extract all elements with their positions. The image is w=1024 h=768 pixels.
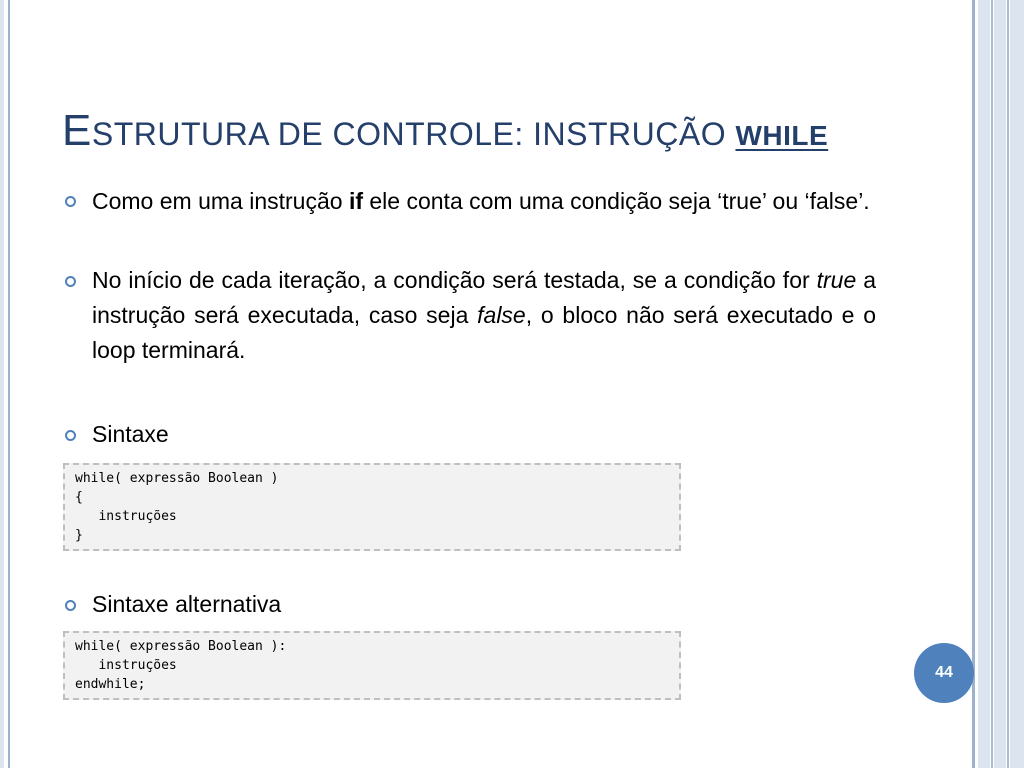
code-block-while-alt (63, 631, 681, 700)
bullet-italic-false: false (477, 302, 526, 328)
stripe (991, 0, 993, 768)
bullet-iteration (92, 263, 876, 368)
code-line: endwhile; (75, 677, 146, 692)
bullet-text: ele conta com uma condição seja ‘true’ ou ‘false’. (363, 188, 870, 214)
stripe (994, 0, 1006, 768)
bullet-circle-icon (65, 430, 76, 441)
code-line: while( expressão Boolean ) (75, 471, 279, 486)
bullet-text: Sintaxe alternativa (92, 591, 282, 617)
title-initial: E (62, 106, 92, 155)
code-line: while( expressão Boolean ): (75, 639, 287, 654)
bullet-circle-icon (65, 196, 76, 207)
bullet-sintaxe (92, 417, 876, 452)
bullet-circle-icon (65, 600, 76, 611)
code-line: instruções (75, 658, 177, 673)
bullet-sintaxe-alternativa (92, 587, 876, 622)
title-rest: STRUTURA DE CONTROLE (91, 116, 515, 152)
left-border-band (0, 0, 4, 768)
bullet-text: a instrução será executada, caso seja (92, 267, 876, 328)
bullet-text: Como em uma instrução (92, 188, 349, 214)
page-number-badge (914, 643, 974, 703)
code-line: } (75, 528, 83, 543)
title-word-instrucao: INSTRUÇÃO (533, 116, 727, 152)
bullet-if-condition (92, 184, 876, 219)
title-colon: : (514, 116, 534, 152)
stripe (972, 0, 975, 768)
code-line: instruções (75, 509, 177, 524)
bullet-italic-true: true (816, 267, 857, 293)
bullet-bold-if: if (348, 188, 363, 214)
slide-title (62, 106, 828, 156)
page-number: 44 (935, 664, 953, 681)
right-decorative-stripes (972, 0, 1024, 768)
bullet-text: No início de cada iteração, a condição será testada, se a condição for (92, 267, 817, 293)
stripe (1010, 0, 1024, 768)
title-keyword-while: WHILE (735, 120, 829, 151)
left-border-line (8, 0, 10, 768)
bullet-text: , o bloco não será executado e o loop terminará. (92, 302, 876, 363)
code-line: { (75, 490, 83, 505)
stripe (1007, 0, 1009, 768)
bullet-circle-icon (65, 276, 76, 287)
stripe (978, 0, 990, 768)
bullet-text: Sintaxe (92, 421, 169, 447)
code-block-while (63, 463, 681, 551)
